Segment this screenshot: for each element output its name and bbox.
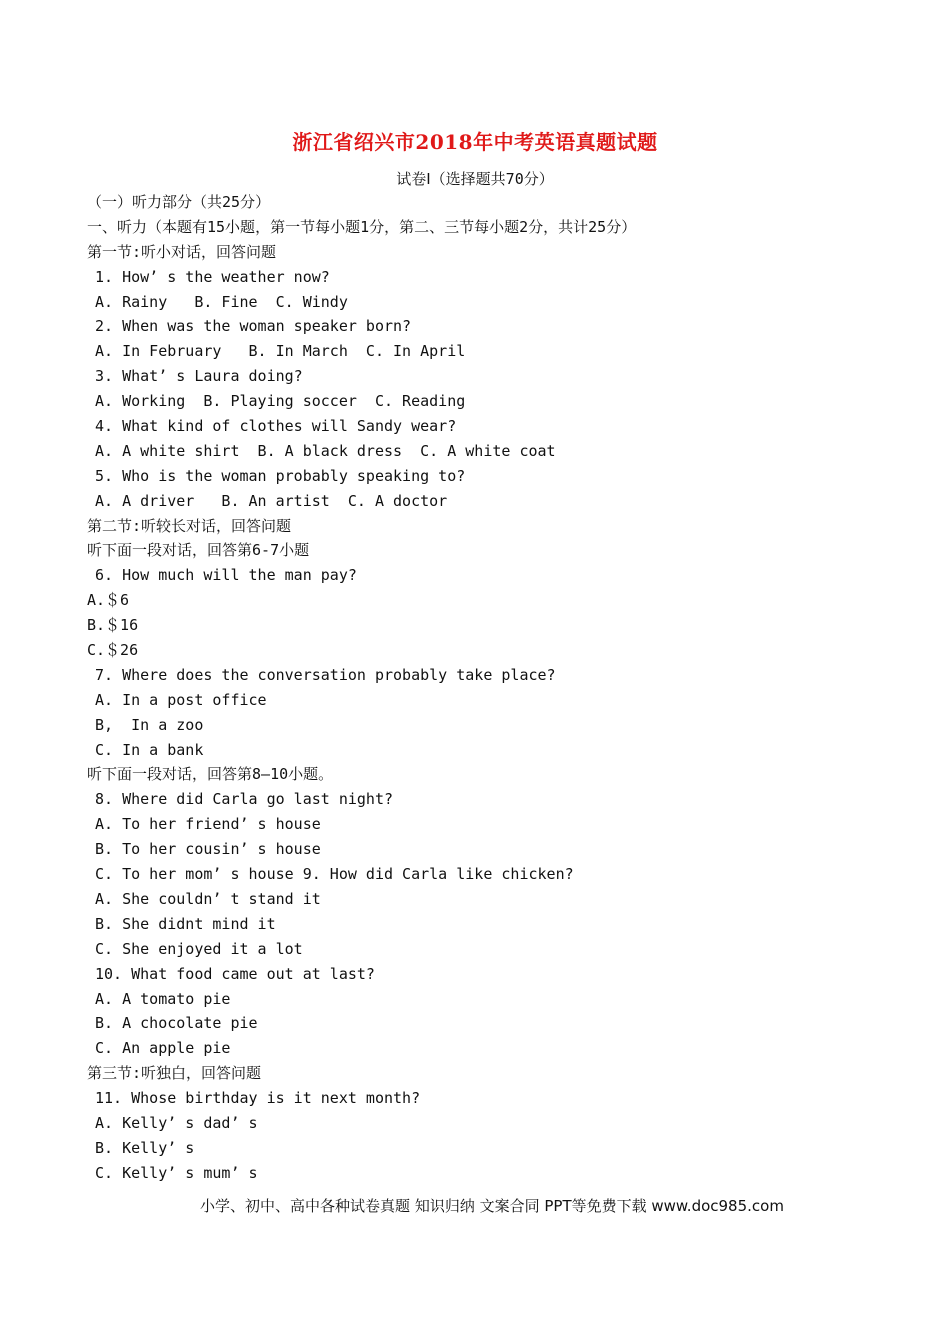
text-line: 8. Where did Carla go last night? [95,790,394,809]
text-line: A. In February B. In March C. In April [95,342,466,361]
text-line: B. To her cousin’ s house [95,840,321,859]
text-line: 第一节:听小对话，回答问题 [87,242,277,261]
text-line: A. A tomato pie [95,989,231,1008]
text-line: A. Working B. Playing soccer C. Reading [95,392,466,411]
text-line: C. Kelly’ s mum’ s [95,1163,258,1182]
text-line: C. An apple pie [95,1039,231,1058]
text-line: A. In a post office [95,690,267,709]
text-line: 3. What’ s Laura doing? [95,367,303,386]
text-line: B. She didnt mind it [95,914,276,933]
text-line: 一、听力（本题有15小题，第一节每小题1分，第二、三节每小题2分，共计25分） [87,217,637,236]
text-line: 第三节:听独白，回答问题 [87,1064,262,1083]
document-footer: 小学、初中、高中各种试卷真题 知识归纳 文案合同 PPT等免费下载 www.doc985.com [200,1197,784,1215]
document-title: 浙江省绍兴市2018年中考英语真题试题 [292,130,658,154]
text-line: B, In a zoo [95,715,204,734]
text-line: 11. Whose birthday is it next month? [95,1089,421,1108]
text-line: 6. How much will the man pay? [95,566,357,585]
text-line: C. In a bank [95,740,204,759]
text-line: A. To her friend’ s house [95,815,321,834]
text-line: C.＄26 [87,641,139,660]
text-line: A. Rainy B. Fine C. Windy [95,292,348,311]
text-line: C. To her mom’ s house 9. How did Carla like chicken? [95,865,574,884]
text-line: A.＄6 [87,591,130,610]
text-line: C. She enjoyed it a lot [95,939,303,958]
text-line: （一）听力部分（共25分） [87,193,271,211]
document-subtitle: 试卷Ⅰ（选择题共70分） [396,170,554,188]
text-line: 10. What food came out at last? [95,964,375,983]
text-line: B.＄16 [87,616,139,635]
text-line: 5. Who is the woman probably speaking to? [95,466,466,485]
text-line: 第二节:听较长对话，回答问题 [87,516,292,535]
text-line: 1. How’ s the weather now? [95,267,330,286]
text-line: 听下面一段对话，回答第8—10小题。 [87,765,334,784]
document-body [87,190,887,1186]
text-line: A. A driver B. An artist C. A doctor [95,491,448,510]
text-line: B. Kelly’ s [95,1138,195,1157]
text-line: A. Kelly’ s dad’ s [95,1113,258,1132]
text-line: 4. What kind of clothes will Sandy wear? [95,417,457,436]
text-line: B. A chocolate pie [95,1014,258,1033]
text-line: 7. Where does the conversation probably take place? [95,665,556,684]
text-line: 2. When was the woman speaker born? [95,317,412,336]
text-line: 听下面一段对话，回答第6-7小题 [87,541,310,560]
text-line: A. A white shirt B. A black dress C. A white coat [95,441,556,460]
text-line: A. She couldn’ t stand it [95,889,321,908]
